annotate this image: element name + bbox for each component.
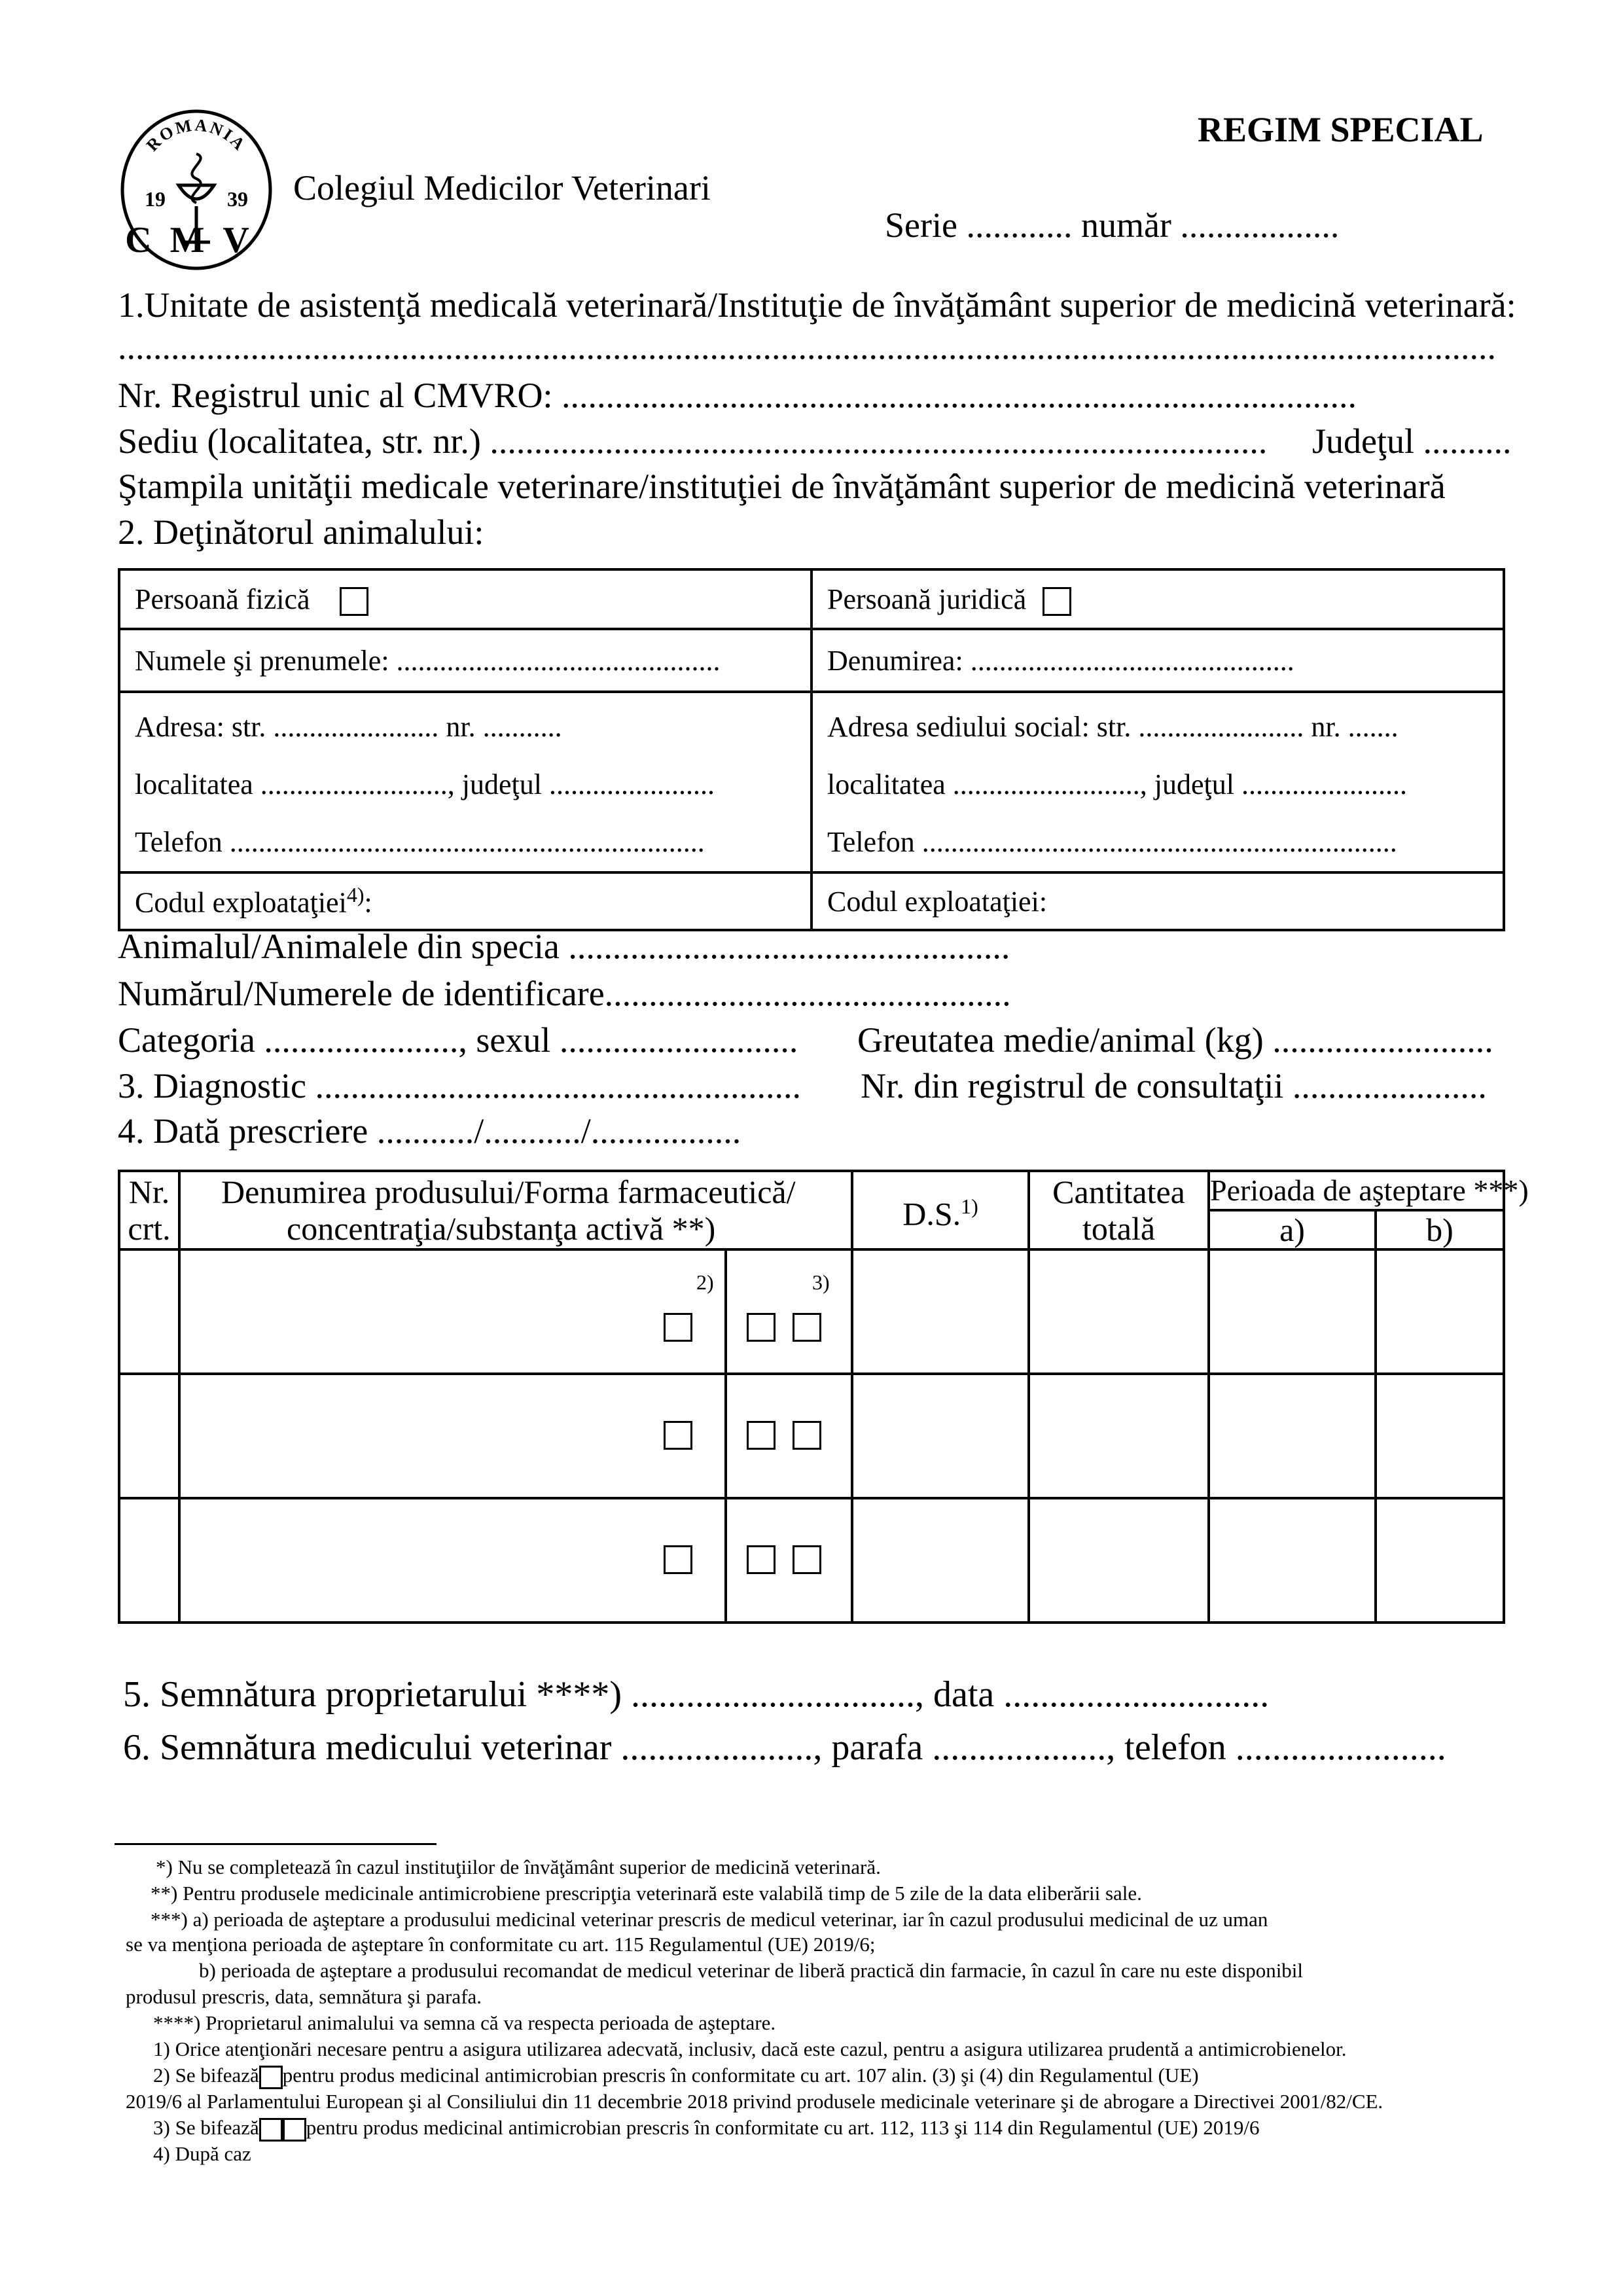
row1-product-cell[interactable] <box>179 1249 637 1374</box>
row2-check3-cell <box>726 1374 852 1498</box>
section1-dots-line: ............................................................................................................................................................ <box>118 327 1496 367</box>
regime-label: REGIM SPECIAL <box>1198 110 1484 149</box>
juridica-locality-field[interactable]: localitatea .........................., judeţul ....................... <box>827 768 1407 800</box>
col-header-product-2: concentraţia/substanţa activă **) <box>287 1210 716 1247</box>
weight-line: Greutatea medie/animal (kg) ......................... <box>857 1020 1493 1060</box>
sediu-line: Sediu (localitatea, str. nr.) ........................................................................................ <box>118 422 1268 461</box>
cmv-logo <box>115 108 278 272</box>
note-2b: 2019/6 al Parlamentului European şi al Consiliului din 11 decembrie 2018 privind produsele medicinale veterinare şi de abrogare a Directivei 2001/82/CE. <box>126 2090 1383 2113</box>
col-header-product <box>179 1171 852 1249</box>
juridica-code-field[interactable]: Codul exploataţiei: <box>812 872 1504 930</box>
footnotes <box>126 1854 1565 2221</box>
table-row <box>119 1374 1504 1498</box>
footnote-3c: b) perioada de aşteptare a produsului recomandat de medicul veterinar de liberă practică din farmacie, în cazul în care nu este disponibil <box>199 1959 1304 1982</box>
date-line: 4. Dată prescriere .........../.........../................. <box>118 1111 741 1151</box>
fizica-address-field[interactable]: Adresa: str. ....................... nr. ........... <box>135 711 562 743</box>
row3-checkbox-3b[interactable] <box>793 1545 821 1574</box>
col-header-wait-b: b) <box>1376 1210 1504 1249</box>
juridica-address-cell <box>812 692 1504 872</box>
footnote-4: ****) Proprietarul animalului va semna că va respecta perioada de aşteptare. <box>153 2011 776 2034</box>
footnote-2: **) Pentru produsele medicinale antimicrobiene prescripţia veterinară este valabilă timp de 5 zile de la data eliberării sale. <box>151 1882 1142 1905</box>
row3-check2-cell <box>637 1498 726 1623</box>
footnote-3b: se va menţiona perioada de aşteptare în conformitate cu art. 115 Regulamentul (UE) 2019/6; <box>126 1933 876 1956</box>
row3-check3-cell <box>726 1498 852 1623</box>
category-line: Categoria ......................, sexul ........................... <box>118 1020 798 1060</box>
species-line: Animalul/Animalele din specia .................................................. <box>118 927 1010 966</box>
row2-product-cell[interactable] <box>179 1374 637 1498</box>
row1-checkbox-3a[interactable] <box>747 1313 776 1342</box>
col-header-ds-label: D.S. <box>902 1195 961 1232</box>
fizica-code-note: 4) <box>346 883 365 907</box>
note-1: 1) Orice atenţionări necesare pentru a asigura utilizarea adecvată, inclusiv, dacă este cazul, pentru a asigura utilizarea prudentă a antimicrobienelor. <box>153 2037 1347 2060</box>
juridica-type-cell <box>812 569 1504 629</box>
row3-checkbox-3a[interactable] <box>747 1545 776 1574</box>
col-header-wait-a: a) <box>1209 1210 1376 1249</box>
col-header-ds-note: 1) <box>961 1194 978 1219</box>
fizica-locality-field[interactable]: localitatea .........................., judeţul ....................... <box>135 768 715 800</box>
fizica-code-field[interactable] <box>119 872 812 930</box>
footnote-divider <box>115 1843 437 1845</box>
row2-checkbox-2[interactable] <box>664 1421 692 1450</box>
serie-line: Serie ............ număr .................. <box>885 206 1340 245</box>
fizica-name-field[interactable]: Numele şi prenumele: ............................................. <box>119 629 812 692</box>
row3-nr-cell[interactable] <box>119 1498 179 1623</box>
judet-line: Judeţul .......... <box>1312 422 1512 461</box>
logo-year-right: 39 <box>227 187 248 211</box>
table-row <box>119 1498 1504 1623</box>
juridica-name-field[interactable]: Denumirea: ............................................. <box>812 629 1504 692</box>
row3-wait-b-cell[interactable] <box>1376 1498 1504 1623</box>
section2-title: 2. Deţinătorul animalului: <box>118 512 484 552</box>
juridica-phone-field[interactable]: Telefon .................................................................. <box>827 826 1397 858</box>
fizica-checkbox[interactable] <box>340 587 368 616</box>
row1-mark-2: 2) <box>696 1270 714 1294</box>
ids-line: Numărul/Numerele de identificare.............................................. <box>118 974 1011 1013</box>
col-header-qty-1: Cantitatea <box>1052 1174 1185 1210</box>
col-header-nr <box>119 1171 179 1249</box>
prescription-table <box>118 1170 1529 1624</box>
row1-wait-a-cell[interactable] <box>1209 1249 1376 1374</box>
row2-qty-cell[interactable] <box>1029 1374 1209 1498</box>
row1-checkbox-3b[interactable] <box>793 1313 821 1342</box>
row2-wait-a-cell[interactable] <box>1209 1374 1376 1498</box>
org-name: Colegiul Medicilor Veterinari <box>293 168 711 207</box>
note-3-checkbox-icon-b <box>283 2118 306 2142</box>
row1-mark-3: 3) <box>812 1270 830 1294</box>
row2-wait-b-cell[interactable] <box>1376 1374 1504 1498</box>
note-3-checkbox-icon-a <box>259 2118 283 2142</box>
register-line: Nr. din registrul de consultaţii ...................... <box>861 1066 1487 1105</box>
holder-table <box>118 568 1505 931</box>
row1-ds-cell[interactable] <box>852 1249 1029 1374</box>
note-2a-post: pentru produs medicinal antimicrobian prescris în conformitate cu art. 107 alin. (3) şi (4) din Regulamentul (UE) <box>282 2064 1199 2087</box>
row2-check2-cell <box>637 1374 726 1498</box>
footnote-1: *) Nu se completează în cazul instituţiilor de învăţământ superior de medicină veterinară. <box>156 1856 881 1878</box>
row1-qty-cell[interactable] <box>1029 1249 1209 1374</box>
row2-nr-cell[interactable] <box>119 1374 179 1498</box>
fizica-type-label: Persoană fizică <box>135 583 310 615</box>
row1-check3-cell <box>726 1249 852 1374</box>
col-header-wait: Perioada de aşteptare ***) <box>1209 1171 1504 1210</box>
note-2a <box>126 2062 1199 2089</box>
diagnostic-line: 3. Diagnostic ....................................................... <box>118 1066 801 1105</box>
col-header-qty-2: totală <box>1082 1210 1156 1247</box>
registru-line: Nr. Registrul unic al CMVRO: .......................................................................................... <box>118 376 1357 415</box>
fizica-address-cell <box>119 692 812 872</box>
col-header-product-1: Denumirea produsului/Forma farmaceutică/ <box>221 1174 796 1210</box>
fizica-type-cell <box>119 569 812 629</box>
juridica-address-field[interactable]: Adresa sediului social: str. ....................... nr. ....... <box>827 711 1399 743</box>
note-4: 4) După caz <box>153 2142 251 2165</box>
row3-ds-cell[interactable] <box>852 1498 1029 1623</box>
row1-wait-b-cell[interactable] <box>1376 1249 1504 1374</box>
row2-ds-cell[interactable] <box>852 1374 1029 1498</box>
section1-title: 1.Unitate de asistenţă medicală veterinară/Instituţie de învăţământ superior de medicină veterinară: <box>118 285 1516 325</box>
note-3 <box>126 2115 1259 2142</box>
fizica-code-colon: : <box>364 886 372 919</box>
row3-checkbox-2[interactable] <box>664 1545 692 1574</box>
juridica-checkbox[interactable] <box>1043 587 1071 616</box>
row2-checkbox-3b[interactable] <box>793 1421 821 1450</box>
row3-product-cell[interactable] <box>179 1498 637 1623</box>
stampila-line: Ştampila unităţii medicale veterinare/instituţiei de învăţământ superior de medicină veterinară <box>118 467 1446 506</box>
col-header-nr-1: Nr. <box>128 1174 170 1210</box>
logo-year-left: 19 <box>145 187 166 211</box>
row3-wait-a-cell[interactable] <box>1209 1498 1376 1623</box>
table-row <box>119 1249 1504 1374</box>
fizica-code-label: Codul exploataţiei <box>135 886 347 919</box>
row1-check2-cell <box>637 1249 726 1374</box>
footnote-3a: ***) a) perioada de aşteptare a produsului medicinal veterinar prescris de medicul veterinar, iar în cazul produsului medicinal de uz uman <box>151 1908 1268 1931</box>
row2-checkbox-3a[interactable] <box>747 1421 776 1450</box>
note-3-post: pentru produs medicinal antimicrobian prescris în conformitate cu art. 112, 113 şi 114 din Regulamentul (UE) 2019/6 <box>306 2116 1260 2139</box>
footnote-3d: produsul prescris, data, semnătura şi parafa. <box>126 1985 482 2008</box>
logo-letters: CMV <box>125 220 268 260</box>
col-header-nr-2: crt. <box>128 1210 171 1247</box>
col-header-qty <box>1029 1171 1209 1249</box>
fizica-phone-field[interactable]: Telefon .................................................................. <box>135 826 705 858</box>
owner-signature-line: 5. Semnătura proprietarului ****) ..............................., data ............................. <box>123 1674 1270 1715</box>
juridica-type-label: Persoană juridică <box>827 583 1027 615</box>
vet-signature-line: 6. Semnătura medicului veterinar ....................., parafa ..................., telefon ....................... <box>123 1727 1446 1768</box>
note-3-pre: 3) Se bifează <box>153 2116 259 2139</box>
row1-nr-cell[interactable] <box>119 1249 179 1374</box>
note-2a-pre: 2) Se bifează <box>153 2064 259 2087</box>
note-2-checkbox-icon <box>259 2066 283 2089</box>
row3-qty-cell[interactable] <box>1029 1498 1209 1623</box>
col-header-ds <box>852 1171 1029 1249</box>
row1-checkbox-2[interactable] <box>664 1313 692 1342</box>
logo-arc-text: ROMANIA <box>142 115 251 155</box>
